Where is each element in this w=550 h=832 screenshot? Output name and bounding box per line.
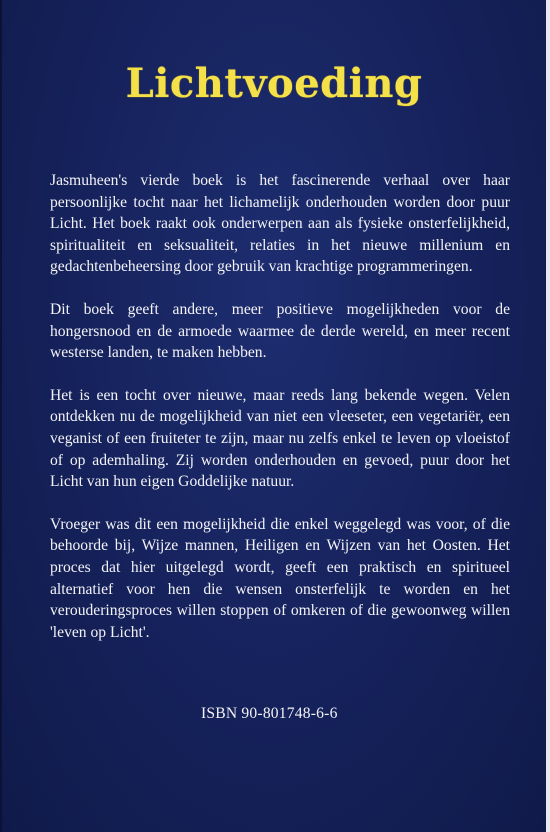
blurb-paragraph-4: Vroeger was dit een mogelijkheid die enkel weggelegd was voor, of die behoorde bij, Wijze mannen, Heiligen en Wijzen van het Oosten. Het proces dat hier uitgelegd wordt, geeft een praktisch en spiritueel alternatief voor hen die wensen onsterfelijk te worden en het verouderingsproces willen stoppen of omkeren of die gewoonweg willen 'leven op Licht'. [50,515,510,641]
book-title: Lichtvoeding [125,60,423,107]
blurb-paragraph-2: Dit boek geeft andere, meer positieve mogelijkheden voor de hongersnood en de armoede waarmee de derde wereld, en meer recent westerse landen, te maken hebben. [50,300,510,362]
isbn-number: ISBN 90-801748-6-6 [201,705,338,722]
blurb-text [50,170,510,664]
blurb-paragraph-3: Het is een tocht over nieuwe, maar reeds lang bekende wegen. Velen ontdekken nu de mogelijkheid van niet een vleeseter, een vegetariër, een veganist of een fruiteter te zijn, maar nu zelfs enkel te leven op vloeistof of op ademhaling. Zij worden onderhouden en gevoed, puur door het Licht van hun eigen Goddelijke natuur. [50,386,510,491]
blurb-paragraph-1: Jasmuheen's vierde boek is het fascinerende verhaal over haar persoonlijke tocht naar het lichamelijk onderhouden worden door puur Licht. Het boek raakt ook onderwerpen aan als fysieke onsterfelijkheid, spiritualiteit en seksualiteit, relaties in het nieuwe millenium en gedachtenbeheersing door gebruik van krachtige programmeringen. [50,172,510,276]
